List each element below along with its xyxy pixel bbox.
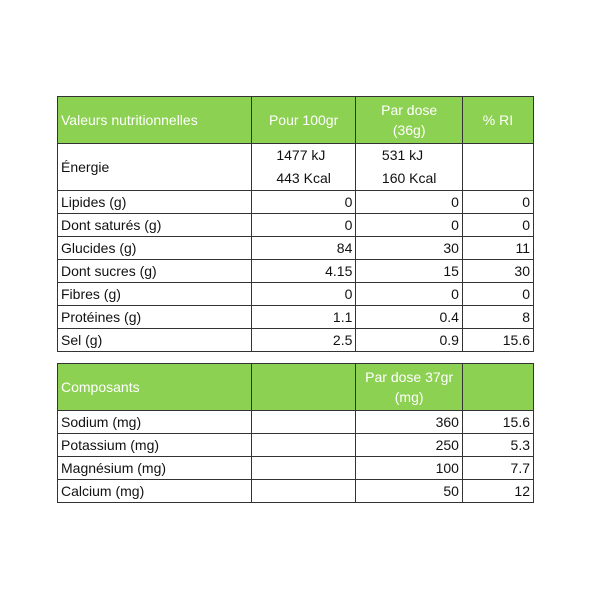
header-per-dose-line1: Par dose xyxy=(381,102,438,118)
row-label: Sel (g) xyxy=(58,329,252,352)
table-row xyxy=(58,480,534,503)
row-per-100: 84 xyxy=(251,237,356,260)
component-blank xyxy=(251,411,356,434)
row-label: Protéines (g) xyxy=(58,306,252,329)
row-per-100: 1.1 xyxy=(251,306,356,329)
table-row xyxy=(58,283,534,306)
row-ri: 0 xyxy=(462,214,533,237)
row-label: Glucides (g) xyxy=(58,237,252,260)
energy-ri xyxy=(462,144,533,191)
row-per-100: 4.15 xyxy=(251,260,356,283)
header-per-dose xyxy=(356,97,463,144)
table-row xyxy=(58,434,534,457)
energy-label: Énergie xyxy=(58,144,252,191)
component-ri: 7.7 xyxy=(462,457,533,480)
row-label: Dont sucres (g) xyxy=(58,260,252,283)
row-ri: 30 xyxy=(462,260,533,283)
header-per-dose-line2: (36g) xyxy=(392,122,426,138)
component-ri: 15.6 xyxy=(462,411,533,434)
energy-per-dose-kj: 531 kJ xyxy=(381,147,424,163)
component-blank xyxy=(251,480,356,503)
table-row xyxy=(58,260,534,283)
row-per-100: 0 xyxy=(251,191,356,214)
header-per-100: Pour 100gr xyxy=(251,97,356,144)
row-per-dose: 0.9 xyxy=(356,329,463,352)
nutrition-table xyxy=(57,96,534,352)
components-header-row xyxy=(58,364,534,411)
header-components-blank xyxy=(251,364,356,411)
row-per-dose: 0 xyxy=(356,283,463,306)
component-per-dose: 250 xyxy=(356,434,463,457)
table-row xyxy=(58,457,534,480)
energy-row xyxy=(58,144,534,191)
row-ri: 0 xyxy=(462,283,533,306)
component-blank xyxy=(251,434,356,457)
header-components-per-dose-line2: (mg) xyxy=(394,389,424,405)
row-label: Dont saturés (g) xyxy=(58,214,252,237)
component-per-dose: 50 xyxy=(356,480,463,503)
row-per-dose: 0 xyxy=(356,191,463,214)
row-per-100: 0 xyxy=(251,283,356,306)
table-row xyxy=(58,191,534,214)
table-row xyxy=(58,214,534,237)
row-label: Fibres (g) xyxy=(58,283,252,306)
table-row xyxy=(58,329,534,352)
table-row xyxy=(58,411,534,434)
energy-per-dose xyxy=(356,144,463,191)
table-row xyxy=(58,237,534,260)
header-components-ri xyxy=(462,364,533,411)
row-ri: 11 xyxy=(462,237,533,260)
row-ri: 0 xyxy=(462,191,533,214)
energy-per-100 xyxy=(251,144,356,191)
nutrition-header-row xyxy=(58,97,534,144)
row-per-100: 0 xyxy=(251,214,356,237)
component-label: Potassium (mg) xyxy=(58,434,252,457)
component-label: Sodium (mg) xyxy=(58,411,252,434)
header-nutrition-label: Valeurs nutritionnelles xyxy=(58,97,252,144)
component-label: Calcium (mg) xyxy=(58,480,252,503)
row-per-dose: 15 xyxy=(356,260,463,283)
component-per-dose: 100 xyxy=(356,457,463,480)
table-row xyxy=(58,306,534,329)
row-per-100: 2.5 xyxy=(251,329,356,352)
component-ri: 12 xyxy=(462,480,533,503)
energy-per-100-kj: 1477 kJ xyxy=(276,147,326,163)
header-ri: % RI xyxy=(462,97,533,144)
row-ri: 8 xyxy=(462,306,533,329)
component-blank xyxy=(251,457,356,480)
row-per-dose: 0 xyxy=(356,214,463,237)
row-per-dose: 0.4 xyxy=(356,306,463,329)
components-table xyxy=(57,363,534,503)
row-label: Lipides (g) xyxy=(58,191,252,214)
energy-per-100-kcal: 443 Kcal xyxy=(276,170,331,186)
row-ri: 15.6 xyxy=(462,329,533,352)
component-per-dose: 360 xyxy=(356,411,463,434)
energy-per-dose-kcal: 160 Kcal xyxy=(381,170,437,186)
header-components-label: Composants xyxy=(58,364,252,411)
header-components-per-dose xyxy=(356,364,463,411)
component-ri: 5.3 xyxy=(462,434,533,457)
component-label: Magnésium (mg) xyxy=(58,457,252,480)
header-components-per-dose-line1: Par dose 37gr xyxy=(365,369,454,385)
row-per-dose: 30 xyxy=(356,237,463,260)
